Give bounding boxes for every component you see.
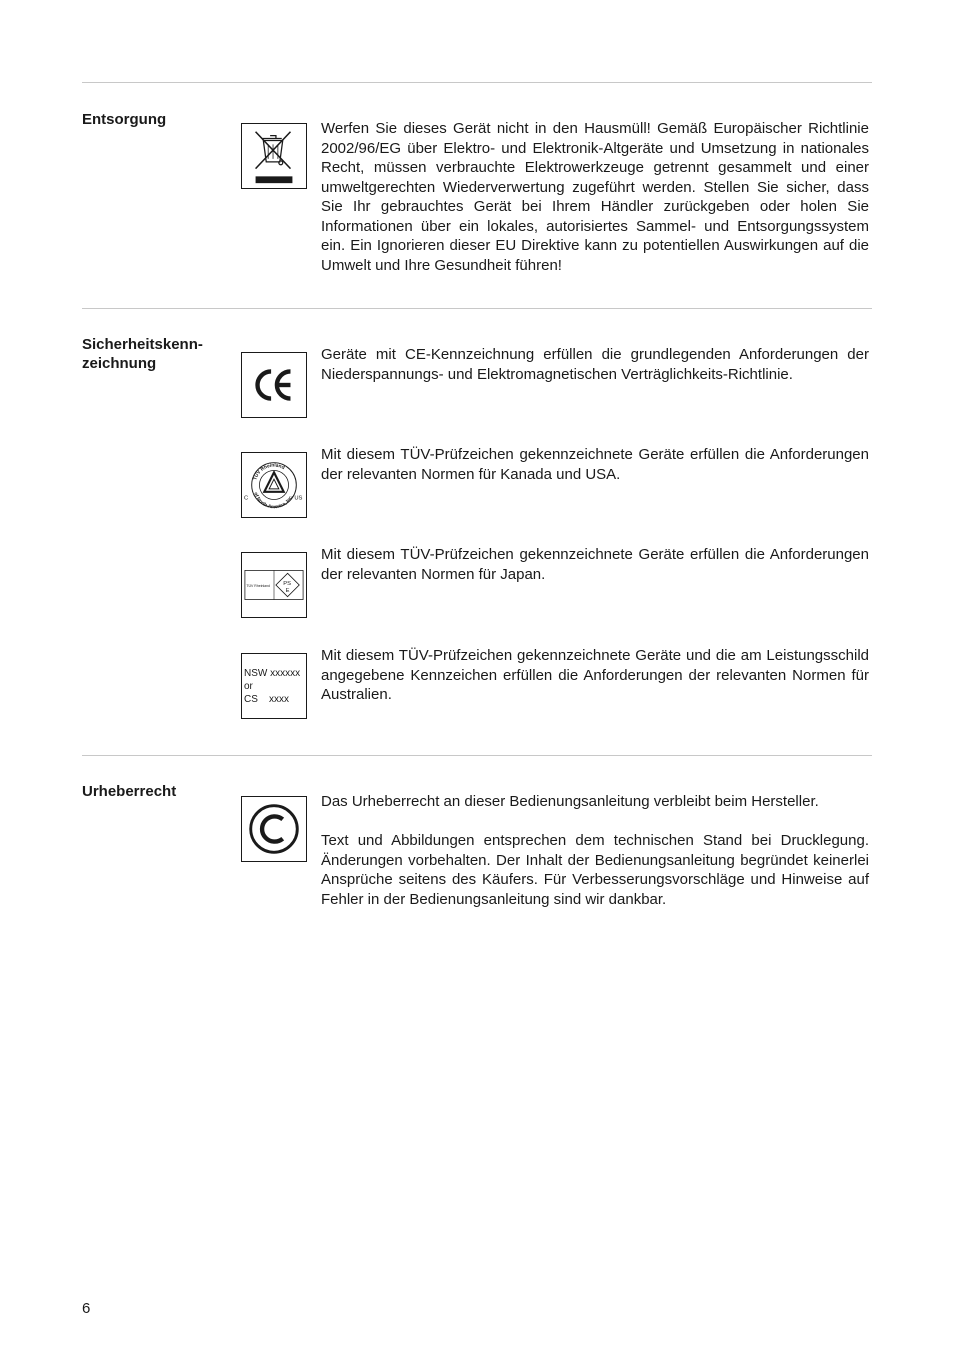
- tuv-jp-pse-e-label: E: [285, 587, 290, 594]
- section-title-urheberrecht: Urheberrecht: [82, 783, 177, 800]
- tuv-au-text: Mit diesem TÜV-Prüfzeichen gekennzeichnete Geräte und die am Leistungsschild angegebene Kennzeichen erfüllen die Anforderungen der relevanten Normen für Australien.: [321, 647, 869, 703]
- tuv-na-us-label: US: [294, 495, 303, 502]
- or-line: or: [244, 681, 253, 692]
- tuv-na-text: Mit diesem TÜV-Prüfzeichen gekennzeichnete Geräte erfüllen die Anforderungen der relevanten Normen für Kanada und USA.: [321, 446, 869, 483]
- rule-2: [82, 308, 872, 309]
- urheberrecht-text-1: Das Urheberrecht an dieser Bedienungsanleitung verbleibt beim Hersteller.: [321, 793, 819, 810]
- entsorgung-text: Werfen Sie dieses Gerät nicht in den Hausmüll! Gemäß Europäischer Richtlinie 2002/96/EG über Elektro- und Elektronik-Altgeräte und Umsetzung in nationales Recht, müssen verbrauchte Elektrowerkzeuge getrennt gesammelt und einer umweltgerechten Wiederverwertung zugeführt werden. Stellen Sie sicher, dass Sie Ihr gebrauchtes Gerät bei Ihrem Händler zurückgeben oder holen Sie Informationen über ein lokales, autorisiertes Sammel- und Entsorgungssystem ein. Ein Ignorieren dieser EU Direktive kann zu potentiellen Auswirkungen auf die Umwelt und Ihre Gesundheit führen!: [321, 120, 869, 274]
- tuv-jp-label: TÜV Rheinland: [246, 583, 271, 588]
- ce-text: Geräte mit CE-Kennzeichnung erfüllen die grundlegenden Anforderungen der Niederspannungs- und Elektromagnetischen Verträglichkeits-Richtlinie.: [321, 346, 869, 383]
- svg-text:TÜV Rheinland: TÜV Rheinland: [253, 463, 286, 482]
- crossed-out-wheelie-bin-icon: [241, 123, 307, 189]
- tuv-jp-text: Mit diesem TÜV-Prüfzeichen gekennzeichnete Geräte erfüllen die Anforderungen der relevanten Normen für Japan.: [321, 546, 869, 583]
- nsw-line: NSW xxxxxx: [244, 668, 301, 679]
- nsw-cs-approval-icon: [241, 653, 307, 719]
- urheberrecht-text-2: Text und Abbildungen entsprechen dem technischen Stand bei Drucklegung. Änderungen vorbehalten. Der Inhalt der Bedienungsanleitung begründet keinerlei Ansprüche seitens des Käufers. Für Verbesserungsvorschläge und Hinweise auf Fehler in der Bedienungsanleitung sind wir dankbar.: [321, 832, 869, 908]
- svg-text:of North America, Inc.: of North America, Inc.: [252, 491, 295, 511]
- tuv-rheinland-north-america-icon: [241, 452, 307, 518]
- section-title-entsorgung: Entsorgung: [82, 111, 167, 128]
- copyright-icon: [241, 796, 307, 862]
- tuv-jp-pse-label: PS: [283, 581, 291, 587]
- ce-mark-icon: [241, 352, 307, 418]
- top-rule: [82, 82, 872, 83]
- page-number: 6: [82, 1300, 91, 1317]
- section-title-sicherheitskennzeichnung: Sicherheitskenn- zeichnung: [82, 336, 203, 372]
- tuv-rheinland-pse-japan-icon: [241, 552, 307, 618]
- cs-line: CS xxxx: [244, 694, 290, 705]
- rule-3: [82, 755, 872, 756]
- tuv-na-c-label: C: [243, 495, 249, 502]
